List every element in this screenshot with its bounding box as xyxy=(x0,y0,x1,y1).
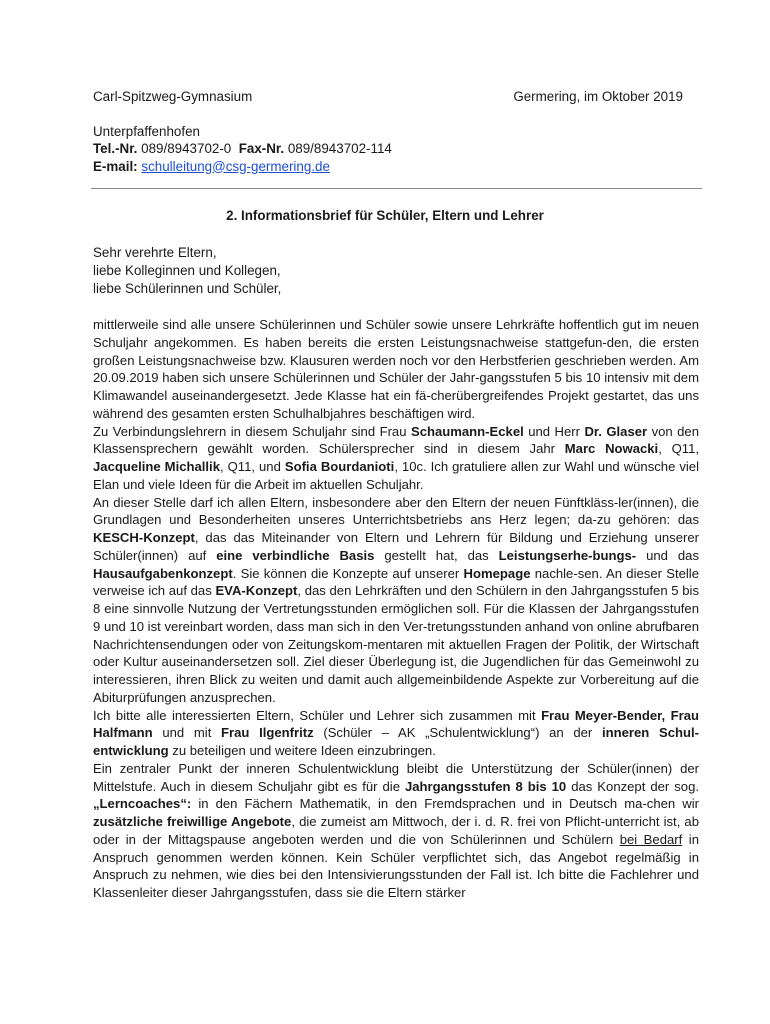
voluntary-offers: zusätzliche freiwillige Angebote xyxy=(93,814,292,829)
text-run: , Q11, xyxy=(658,441,700,457)
greeting-line: Sehr verehrte Eltern, xyxy=(93,245,217,260)
email-line xyxy=(93,158,683,176)
text-run: und das xyxy=(636,547,700,563)
binding-basis: eine verbindliche Basis xyxy=(216,547,375,563)
as-needed: bei Bedarf xyxy=(619,831,683,847)
text-run: das Konzept der sog. xyxy=(566,778,699,794)
text-run: Ein zentraler Punkt der inneren Schulentwicklung bleibt die Unterstützung der Schüler(innen) der Mittelstufe. Auch in diesem Schuljahr gibt es für die xyxy=(93,760,699,794)
name-glaser: Dr. Glaser xyxy=(584,423,648,439)
name-michallik: Jacqueline Michallik xyxy=(93,459,220,474)
text-run: . Sie können die Konzepte auf unserer xyxy=(232,565,464,581)
name-nowacki: Marc Nowacki xyxy=(564,441,659,457)
grades-8-10: Jahrgangsstufen 8 bis 10 xyxy=(404,778,567,794)
text-run: und mit xyxy=(152,725,222,741)
letter-body xyxy=(93,316,699,902)
text-run: gestellt hat, das xyxy=(374,547,499,563)
fax-label: Fax-Nr. xyxy=(238,141,285,156)
tel-label: Tel.-Nr. xyxy=(93,141,138,156)
lerncoaches: „Lerncoaches“: xyxy=(93,796,192,812)
text-run: , die zumeist am Mittwoch, der i. d. R. frei von Pflicht-unterricht ist, ab oder in der Mittagspause angeboten werden und die von Schülerinnen und Schülern xyxy=(93,814,699,847)
text-run: , 10c. Ich gratuliere allen zur Wahl und wünsche viel Elan und viele Ideen für die Arbeit im aktuellen Schuljahr. xyxy=(93,459,699,492)
tel-value: 089/8943702-0 xyxy=(141,141,232,156)
text-run: (Schüler – AK „Schulentwicklung“) an der xyxy=(313,725,602,741)
paragraph-representatives xyxy=(93,423,699,494)
kesch-concept: KESCH-Konzept xyxy=(93,530,195,545)
text-run: nachle-sen. An dieser Stelle verweise ich auf das xyxy=(93,565,699,599)
paragraph-school-development xyxy=(93,707,699,760)
paragraph-intro: mittlerweile sind alle unsere Schülerinnen und Schüler sowie unsere Lehrkräfte hoffentlich gut im neuen Schuljahr angekommen. Es haben bereits die ersten Leistungsnachweise stattgefun-den, die ersten großen Leistungsnachweise bzw. Klausuren werden noch vor den Herbstferien geschrieben werden. Am 20.09.2019 haben sich unsere Schülerinnen und Schüler der Jahr-gangsstufen 5 bis 10 intensiv mit dem Klimawandel auseinandergesetzt. Jede Klasse hat ein fä-cherübergreifendes Projekt gestartet, das uns während des gesamten ersten Schulhalbjahres beschäftigen wird. xyxy=(93,317,699,421)
email-label: E-mail: xyxy=(93,158,138,174)
text-run: in Anspruch genommen werden können. Kein Schüler verpflichtet sich, das Angebot regelmäßig in Anspruch zu nehmen, wie dies bei den Intensivierungsstunden der Fall ist. Ich bitte die Fachlehrer und Klassenleiter dieser Jahrgangsstufen, dass sie die Eltern stärker xyxy=(93,831,699,900)
district: Unterpfaffenhofen xyxy=(93,123,200,139)
text-run: , Q11, und xyxy=(219,459,285,474)
place-date: Germering, im Oktober 2019 xyxy=(513,89,683,104)
name-schaumann-eckel: Schaumann-Eckel xyxy=(410,423,524,439)
email-link[interactable]: schulleitung@csg-germering.de xyxy=(141,158,330,174)
homepage-ref: Homepage xyxy=(463,565,531,581)
assessment-concept: Leistungserhe-bungs- xyxy=(498,547,637,563)
text-run: , das das Miteinander von Eltern und Lehrern für Bildung und Erziehung unserer Schüler(innen) auf xyxy=(93,530,699,563)
text-run: Zu Verbindungslehrern in diesem Schuljahr sind Frau xyxy=(93,423,411,439)
paragraph-concepts xyxy=(93,494,699,707)
greeting xyxy=(93,244,281,297)
text-run: , das den Lehrkräften und den Schülern in den Jahrgangsstufen 5 bis 8 eine sinnvolle Nutzung der Vertretungsstunden ermöglichen soll. Für die Klassen der Jahrgangsstufen 9 und 10 ist vereinbart worden, dass man sich in den Ver-tretungsstunden anhand von online abrufbaren Nachrichtensendungen oder von Zeitungskom-mentaren mit aktuellen Fragen der Politik, der Wirtschaft oder Kultur auseinandersetzen soll. Ziel dieser Überlegung ist, die Jugendlichen für das Gemeinwohl zu interessieren, ihren Blick zu weiten und damit auch allgemeinbildende Aspekte zur Vorbereitung auf die Abiturprüfungen anzusprechen. xyxy=(93,583,699,705)
header-row xyxy=(93,88,683,106)
text-run: zu beteiligen und weitere Ideen einzubringen. xyxy=(168,743,436,758)
text-run: in den Fächern Mathematik, in den Fremdsprachen und in Deutsch ma-chen wir xyxy=(191,796,699,812)
greeting-line: liebe Schülerinnen und Schüler, xyxy=(93,280,282,296)
header-divider xyxy=(91,188,702,189)
name-ilgenfritz: Frau Ilgenfritz xyxy=(221,725,314,741)
text-run: von den Klassensprechern gewählt worden. Schülersprecher sind in diesem Jahr xyxy=(93,423,699,457)
paragraph-lerncoaches xyxy=(93,760,699,902)
text-run: Ich bitte alle interessierten Eltern, Schüler und Lehrer sich zusammen mit xyxy=(93,707,542,723)
greeting-line: liebe Kolleginnen und Kollegen, xyxy=(93,262,281,278)
inner-school-development: inneren Schul-entwicklung xyxy=(93,725,699,758)
names-meyer-bender-halfmann: Frau Meyer-Bender, Frau Halfmann xyxy=(93,707,699,741)
homework-concept: Hausaufgabenkonzept xyxy=(93,565,233,581)
letter-title: 2. Informationsbrief für Schüler, Eltern und Lehrer xyxy=(226,208,544,223)
phone-line xyxy=(93,140,683,158)
letter-header xyxy=(93,88,683,175)
text-run: und Herr xyxy=(523,423,585,439)
fax-value: 089/8943702-114 xyxy=(287,141,392,156)
text-run: An dieser Stelle darf ich allen Eltern, insbesondere aber den Eltern der neuen Fünftkläss-ler(innen), die Grundlagen und Besonderheiten unseres Unterrichtsbetriebs ans Herz legen; da-zu gehören: das xyxy=(93,494,699,528)
school-name: Carl-Spitzweg-Gymnasium xyxy=(93,89,253,104)
eva-concept: EVA-Konzept xyxy=(215,583,298,599)
name-bourdanioti: Sofia Bourdanioti xyxy=(284,459,395,474)
